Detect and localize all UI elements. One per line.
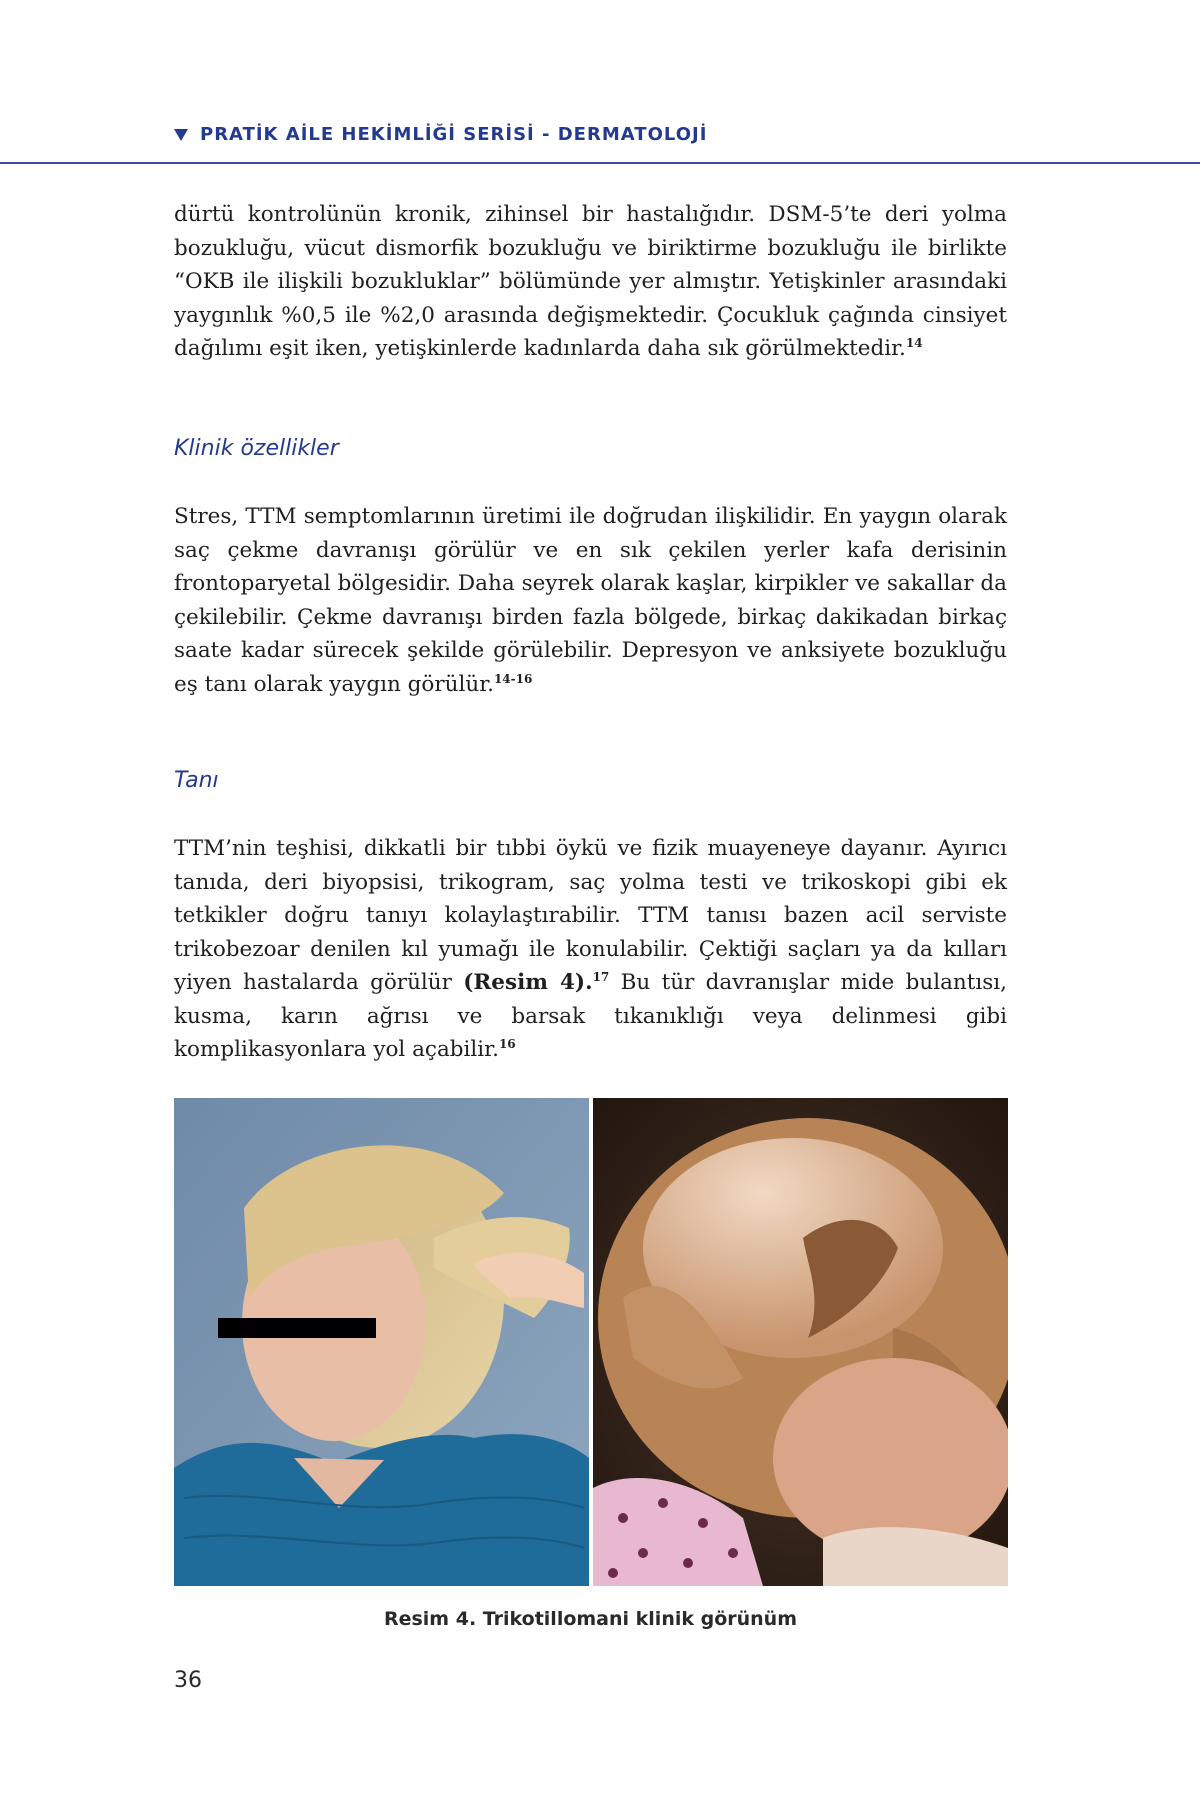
running-header-title: PRATİK AİLE HEKİMLİĞİ SERİSİ - DERMATOLOJİ — [200, 124, 708, 145]
tani-paragraph-text-a: TTM’nin teşhisi, dikkatli bir tıbbi öykü ve fizik muayeneye dayanır. Ayırıcı tanıda, deri biyopsisi, trikogram, saç yolma testi ve trikoskopi gibi ek tetkikler doğru tanıyı kolaylaştırabilir. TTM tanısı bazen acil serviste trikobezoar denilen kıl yumağı ile konulabilir. Çektiği saçları ya da kılları yiyen hastalarda görülür — [174, 836, 1007, 995]
klinik-paragraph-text: Stres, TTM semptomlarının üretimi ile doğrudan ilişkilidir. En yaygın olarak saç çekme davranışı görülür ve en sık çekilen yerler kafa derisinin frontoparyetal bölgesidir. Daha seyrek olarak kaşlar, kirpikler ve sakallar da çekilebilir. Çekme davranışı birden fazla bölgede, birkaç dakikadan birkaç saate kadar sürecek şekilde görülebilir. Depresyon ve anksiyete bozukluğu eş tanı olarak yaygın görülür. — [174, 504, 1007, 697]
figure-reference: (Resim 4). — [463, 970, 593, 995]
reference-superscript: 14-16 — [493, 671, 533, 686]
reference-superscript: 16 — [498, 1036, 516, 1051]
reference-superscript: 17 — [592, 969, 610, 984]
section-heading-tani: Tanı — [174, 768, 219, 793]
section-heading-klinik: Klinik özellikler — [174, 436, 339, 461]
page-number: 36 — [174, 1668, 202, 1693]
tani-paragraph-text-b: Bu tür davranışlar mide bulantısı, kusma, karın ağrısı ve barsak tıkanıklığı veya delinmesi gibi komplikasyonlara yol açabilir. — [174, 970, 1007, 1062]
klinik-paragraph — [174, 500, 1007, 701]
header-divider — [0, 162, 1200, 164]
tani-paragraph — [174, 832, 1007, 1067]
photo-left-hair-pulling — [174, 1098, 589, 1586]
running-header — [174, 124, 707, 145]
photo-right-alopecia-patch — [593, 1098, 1008, 1586]
figure-caption: Resim 4. Trikotillomani klinik görünüm — [383, 1608, 798, 1630]
intro-paragraph — [174, 198, 1007, 366]
triangle-marker-icon — [174, 129, 188, 141]
reference-superscript: 14 — [905, 335, 923, 350]
intro-paragraph-text: dürtü kontrolünün kronik, zihinsel bir hastalığıdır. DSM-5’te deri yolma bozukluğu, vücut dismorfik bozukluğu ve biriktirme bozukluğu ile birlikte “OKB ile ilişkili bozukluklar” bölümünde yer almıştır. Yetişkinler arasındaki yaygınlık %0,5 ile %2,0 arasında değişmektedir. Çocukluk çağında cinsiyet dağılımı eşit iken, yetişkinlerde kadınlarda daha sık görülmektedir. — [174, 202, 1007, 361]
